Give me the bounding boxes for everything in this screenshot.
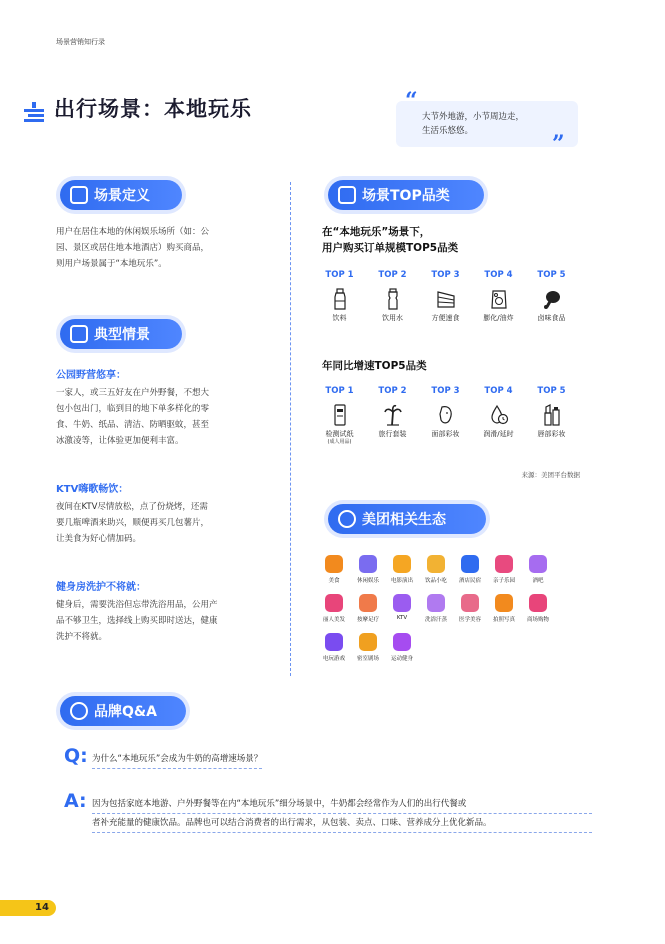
scenario-line: 让美食为好心情加码。: [56, 534, 142, 544]
scenario-title: 健身房洗护不将就：: [56, 582, 146, 593]
rank-label: TOP 4: [484, 270, 513, 280]
page-number: 14: [0, 900, 56, 916]
palm-tree-icon: [383, 404, 403, 426]
ecosystem-label: 饮品小吃: [424, 578, 447, 584]
hair-icon: [325, 594, 343, 612]
ecosystem-item: [488, 594, 520, 623]
rank-label: TOP 1: [325, 386, 354, 396]
bottle-icon: [330, 288, 350, 310]
rank-label: TOP 2: [378, 270, 407, 280]
ecosystem-item: [386, 633, 418, 662]
note-icon: [70, 325, 88, 343]
building-icon: [461, 555, 479, 573]
ecosystem-item: [318, 594, 350, 623]
ecosystem-label: 电影演出: [390, 578, 413, 584]
scenario-line: 健身后，需要洗浴但忘带洗浴用品，公用产: [56, 600, 218, 610]
scenario-line: 夜间在KTV尽情放松，点了份烧烤，还需: [56, 502, 208, 512]
refresh-icon: [338, 510, 356, 528]
quote-open-icon: “: [405, 88, 418, 114]
quote-close-icon: ”: [552, 131, 565, 157]
scenario-line: 包小包出门，临到目的地下单多样化的零: [56, 404, 210, 414]
ecosystem-item: [420, 555, 452, 584]
film-reel-icon: [393, 555, 411, 573]
ecosystem-label: 丽人美发: [322, 617, 345, 623]
water-bottle-icon: [383, 288, 403, 310]
wine-icon: [529, 555, 547, 573]
ecosystem-item: [386, 594, 418, 623]
quote-line-1: 大节外地游，小节周边走，: [422, 112, 525, 122]
item-name: 润滑/延时: [483, 430, 514, 438]
ecosystem-label: 酒店民宿: [458, 578, 481, 584]
order-item: [366, 270, 419, 323]
item-name: 饮料: [332, 314, 347, 322]
answer-text: [92, 795, 592, 833]
item-name-note: (成人用品): [327, 439, 352, 445]
ecosystem-item: [318, 555, 350, 584]
ecosystem-item: [454, 594, 486, 623]
rank-label: TOP 2: [378, 386, 407, 396]
item-name: 饮用水: [382, 314, 403, 322]
ecosystem-heading: [328, 504, 486, 534]
a-letter: A:: [64, 790, 87, 812]
ecosystem-label: 亲子乐园: [492, 578, 515, 584]
ecosystem-item: [318, 633, 350, 662]
order-item: [419, 270, 472, 323]
drop-clock-icon: [489, 404, 509, 426]
item-name: 唇部彩妆: [537, 430, 566, 438]
scenario-line: 冰激凌等，让体验更加便利丰富。: [56, 436, 184, 446]
scenario-line: 品不够卫生，选择线上购买即时送达，健康: [56, 616, 218, 626]
answer-line: 因为包括家庭本地游、户外野餐等在内“本地玩乐”细分场景中，牛奶都会经常作为人们的出行代餐或: [92, 795, 592, 814]
ecosystem-label: 洗浴汗蒸: [424, 617, 447, 623]
quote-line-2: 生活乐悠悠。: [422, 126, 474, 136]
test-strip-icon: [330, 404, 350, 426]
scenario-line: 要几瓶啤酒来助兴，顺便再买几包薯片，: [56, 518, 210, 528]
ecosystem-row: [318, 594, 588, 623]
ecosystem-item: [352, 633, 384, 662]
order-head: [322, 224, 458, 256]
ecosystem-label: 休闲娱乐: [356, 578, 379, 584]
answer-line: 者补充能量的健康饮品。品牌也可以结合消费者的出行需求，从包装、卖点、口味、营养成分上优化新品。: [92, 814, 592, 833]
q-letter: Q:: [64, 745, 88, 767]
rank-label: TOP 3: [431, 386, 460, 396]
running-head: 场景营销知行录: [56, 38, 105, 46]
beauty-icon: [461, 594, 479, 612]
order-item: [525, 270, 578, 323]
growth-item: [419, 386, 472, 445]
top-heading: [328, 180, 484, 210]
key-icon: [359, 633, 377, 651]
scenario-3: [56, 578, 218, 645]
growth-top5: [313, 386, 578, 445]
drumstick-icon: [542, 288, 562, 310]
question-icon: [70, 702, 88, 720]
ecosystem-item: [522, 594, 554, 623]
title-icon: [22, 100, 46, 124]
rank-label: TOP 3: [431, 270, 460, 280]
scenario-title: 公园野营悠享：: [56, 370, 126, 381]
face-icon: [436, 404, 456, 426]
source-note: 来源：美团平台数据: [521, 471, 580, 479]
ecosystem-label: 医学美容: [458, 617, 481, 623]
scenario-1: [56, 366, 209, 449]
racket-icon: [393, 633, 411, 651]
ecosystem-heading-label: 美团相关生态: [362, 512, 446, 528]
order-head-line: 用户购买订单规模TOP5品类: [322, 242, 459, 254]
scenario-title: KTV嗨歌畅饮：: [56, 484, 129, 495]
ecosystem-item: [386, 555, 418, 584]
order-head-line: 在“本地玩乐”场景下，: [322, 226, 431, 238]
column-divider: [290, 182, 291, 676]
scenario-2: [56, 480, 209, 547]
definition-line: 用户在居住本地的休闲娱乐场所（如：公: [56, 227, 210, 237]
cup-icon: [427, 555, 445, 573]
item-name: 卤味食品: [537, 314, 566, 322]
ecosystem-item: [522, 555, 554, 584]
order-item: [313, 270, 366, 323]
ecosystem-item: [352, 594, 384, 623]
item-name: 旅行套装: [378, 430, 407, 438]
quote-box: [396, 101, 578, 147]
growth-item: [366, 386, 419, 445]
ecosystem-item: [420, 594, 452, 623]
ecosystem-row: [318, 555, 588, 584]
fork-knife-icon: [325, 555, 343, 573]
foot-icon: [359, 594, 377, 612]
ecosystem-label: 密室剧场: [356, 656, 379, 662]
shopping-bag-icon: [529, 594, 547, 612]
order-top5: [313, 270, 578, 323]
ecosystem-item: [488, 555, 520, 584]
ecosystem-label: 商场购物: [526, 617, 549, 623]
item-name: 膨化/油炸: [483, 314, 514, 322]
chips-bag-icon: [489, 288, 509, 310]
growth-item: [525, 386, 578, 445]
grid-icon: [70, 186, 88, 204]
scenario-line: 食、牛奶、纸品、清洁、防晒驱蚊，甚至: [56, 420, 210, 430]
definition-heading-label: 场景定义: [94, 188, 150, 204]
definition-line: 园、景区或居住地本地酒店）购买商品，: [56, 243, 210, 253]
scenario-line: 一家人，或三五好友在户外野餐，不想大: [56, 388, 210, 398]
rank-label: TOP 4: [484, 386, 513, 396]
rank-label: TOP 5: [537, 270, 566, 280]
ecosystem-item: [352, 555, 384, 584]
growth-item: [313, 386, 366, 445]
ecosystem-label: KTV: [396, 615, 408, 621]
order-item: [472, 270, 525, 323]
ecosystem-row: [318, 633, 588, 662]
ecosystem-grid: [318, 555, 588, 672]
family-icon: [495, 555, 513, 573]
definition-text: [56, 224, 209, 272]
question-text: 为什么“本地玩乐”会成为牛奶的高增速场景？: [92, 750, 262, 769]
ecosystem-label: 酒吧: [532, 578, 544, 584]
definition-line: 则用户场景属于“本地玩乐”。: [56, 259, 167, 269]
typical-heading-label: 典型情景: [94, 327, 150, 343]
ecosystem-label: 美食: [328, 578, 340, 584]
camera-icon: [495, 594, 513, 612]
puzzle-icon: [359, 555, 377, 573]
qa-heading: [60, 696, 186, 726]
qa-heading-label: 品牌Q&A: [94, 704, 157, 720]
pacman-icon: [325, 633, 343, 651]
snack-pack-icon: [436, 288, 456, 310]
rank-label: TOP 1: [325, 270, 354, 280]
grid-icon: [338, 186, 356, 204]
ecosystem-label: 电玩游戏: [322, 656, 345, 662]
item-name: 方便速食: [431, 314, 460, 322]
definition-heading: [60, 180, 182, 210]
item-name: 面部彩妆: [431, 430, 460, 438]
page-title: 出行场景：本地玩乐: [54, 97, 252, 121]
item-name: 检测试纸: [325, 430, 354, 438]
typical-heading: [60, 319, 182, 349]
ecosystem-item: [454, 555, 486, 584]
top-heading-label: 场景TOP品类: [362, 188, 450, 204]
rank-label: TOP 5: [537, 386, 566, 396]
lipstick-icon: [542, 404, 562, 426]
spa-icon: [427, 594, 445, 612]
scenario-line: 洗护不将就。: [56, 632, 108, 642]
ecosystem-label: 运动健身: [390, 656, 413, 662]
ecosystem-label: 按摩足疗: [356, 617, 379, 623]
growth-item: [472, 386, 525, 445]
growth-head: 年同比增速TOP5品类: [322, 360, 427, 372]
microphone-icon: [393, 594, 411, 612]
ecosystem-label: 拍照写真: [492, 617, 515, 623]
